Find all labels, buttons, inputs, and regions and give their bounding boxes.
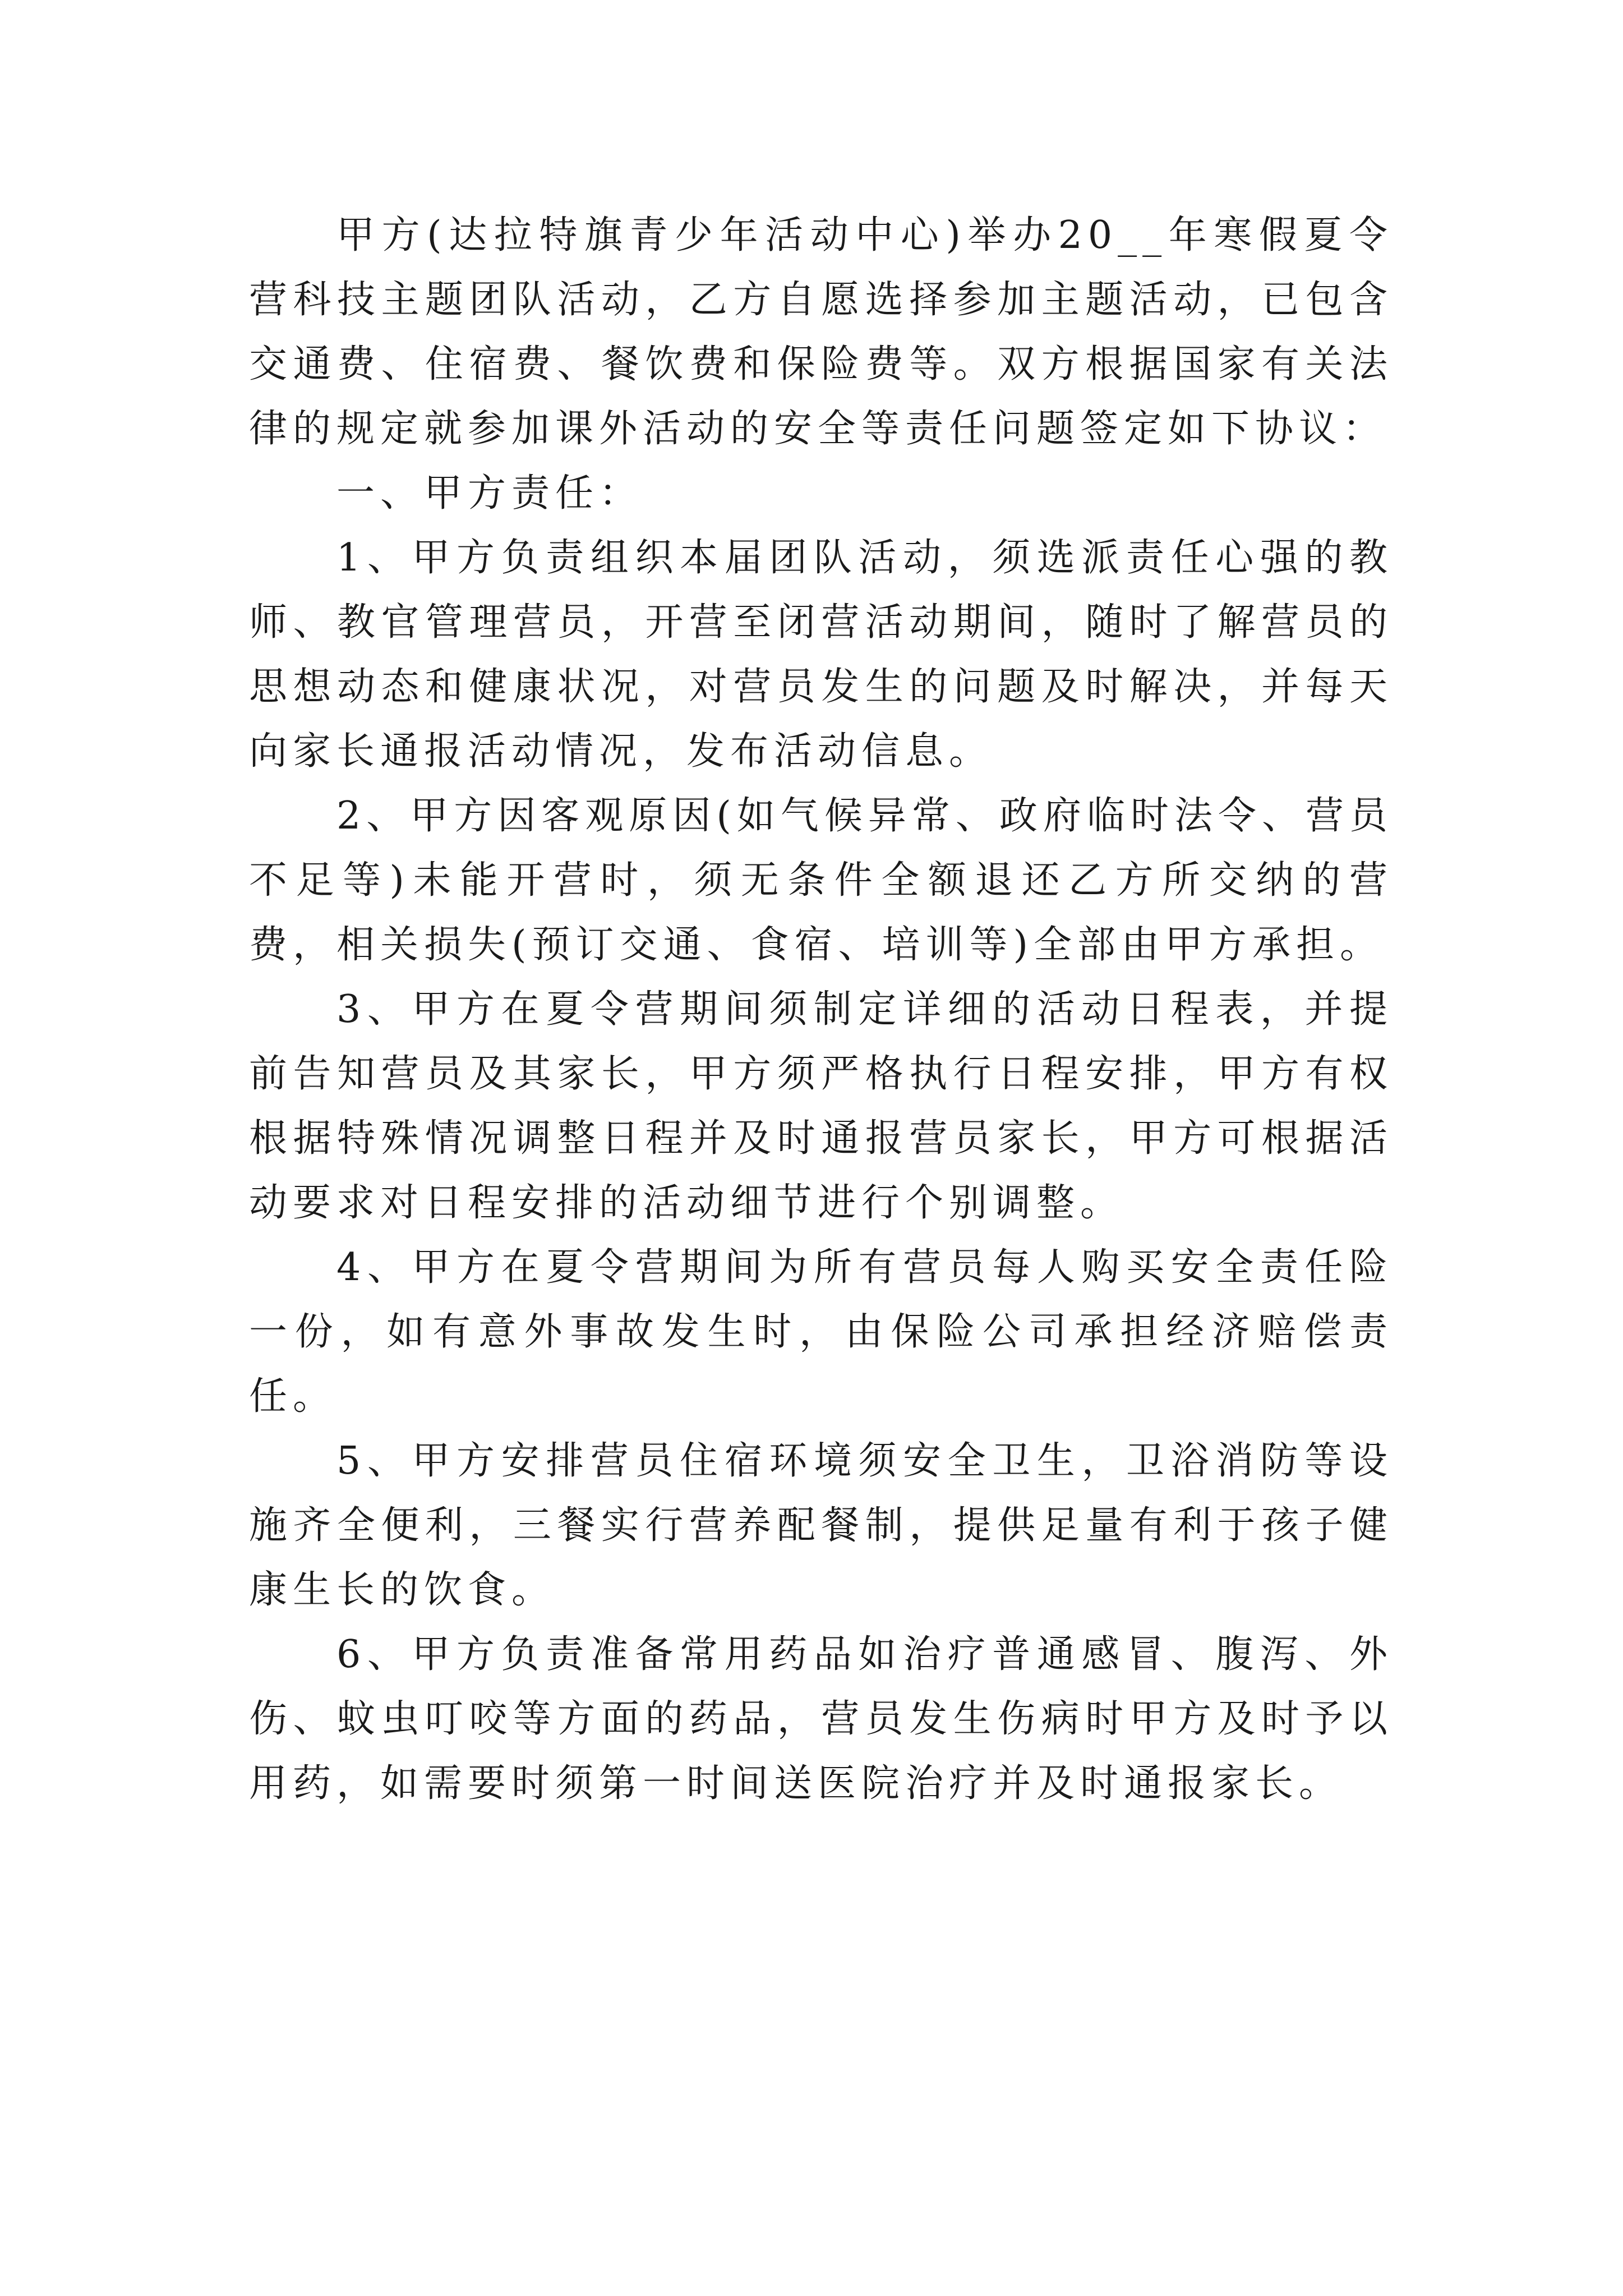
section-heading: 一、甲方责任： [336,471,643,516]
clause-3: 3、甲方在夏令营期间须制定详细的活动日程表，并提前告知营员及其家长，甲方须严格执行日程安排，甲方有权根据特殊情况调整日程并及时通报营员家长，甲方可根据活动要求对日程安排的活动细节进行个别调整。 [249,987,1393,1225]
clause-4: 4、甲方在夏令营期间为所有营员每人购买安全责任险一份，如有意外事故发生时，由保险公司承担经济赔偿责任。 [249,1245,1393,1419]
clause-6: 6、甲方负责准备常用药品如治疗普通感冒、腹泻、外伤、蚊虫叮咬等方面的药品，营员发生伤病时甲方及时予以用药，如需要时须第一时间送医院治疗并及时通报家长。 [249,1632,1393,1806]
clause-2: 2、甲方因客观原因(如气候异常、政府临时法令、营员不足等)未能开营时，须无条件全额退还乙方所交纳的营费，相关损失(预订交通、食宿、培训等)全部由甲方承担。 [249,794,1393,967]
document-body [249,203,1393,1816]
clause-5: 5、甲方安排营员住宿环境须安全卫生，卫浴消防等设施齐全便利，三餐实行营养配餐制，提供足量有利于孩子健康生长的饮食。 [249,1439,1393,1612]
clause-1: 1、甲方负责组织本届团队活动，须选派责任心强的教师、教官管理营员，开营至闭营活动期间，随时了解营员的思想动态和健康状况，对营员发生的问题及时解决，并每天向家长通报活动情况，发布活动信息。 [249,536,1393,774]
intro-paragraph: 甲方(达拉特旗青少年活动中心)举办20__年寒假夏令营科技主题团队活动，乙方自愿选择参加主题活动，已包含交通费、住宿费、餐饮费和保险费等。双方根据国家有关法律的规定就参加课外活动的安全等责任问题签定如下协议： [249,213,1393,451]
